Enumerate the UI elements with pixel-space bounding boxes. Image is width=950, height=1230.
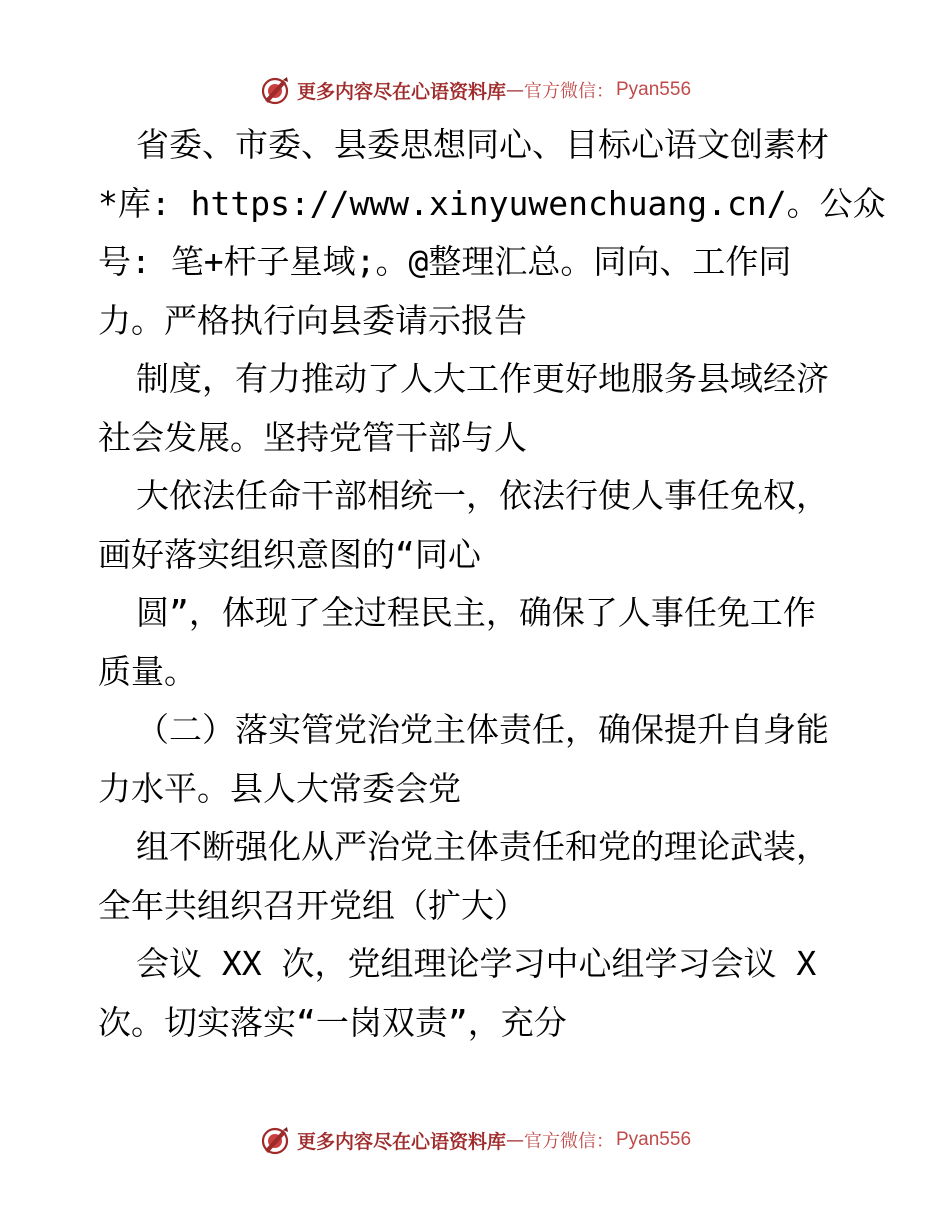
body-line: 会议 XX 次，党组理论学习中心组学习会议 X (136, 944, 817, 983)
document-body (98, 116, 886, 1052)
body-line: 画好落实组织意图的“同心 (98, 534, 481, 574)
header-banner (0, 70, 950, 110)
footer-banner (0, 1120, 950, 1160)
body-line: 制度，有力推动了人大工作更好地服务县域经济 (136, 359, 829, 398)
header-separator: — (506, 79, 524, 101)
body-line: 社会发展。坚持党管干部与人 (98, 417, 527, 457)
footer-separator: — (506, 1129, 524, 1151)
header-wechat-id: Pyan556 (616, 79, 692, 100)
body-line: 大依法任命干部相统一，依法行使人事任免权， (136, 476, 829, 515)
footer-wechat-label: 官方微信： (524, 1131, 614, 1152)
footer-site-name: 更多内容尽在心语资料库 (296, 1130, 506, 1153)
pen-logo-icon (259, 74, 291, 106)
pen-logo-icon (259, 1124, 291, 1156)
body-line: 力水平。县人大常委会党 (98, 768, 461, 808)
body-line: 圆”，体现了全过程民主，确保了人事任免工作 (136, 593, 816, 632)
footer-wechat-id: Pyan556 (616, 1129, 692, 1150)
header-wechat-label: 官方微信： (524, 81, 614, 102)
body-line: 力。严格执行向县委请示报告 (98, 300, 527, 340)
body-line: 质量。 (98, 651, 197, 691)
body-line: 组不断强化从严治党主体责任和党的理论武装， (136, 827, 829, 866)
body-line: 省委、市委、县委思想同心、目标心语文创素材 (136, 125, 829, 164)
body-line: 次。切实落实“一岗双责”，充分 (98, 1002, 567, 1042)
body-line: （二）落实管党治党主体责任，确保提升自身能 (136, 710, 829, 749)
body-line: 全年共组织召开党组（扩大） (98, 885, 527, 925)
header-site-name: 更多内容尽在心语资料库 (296, 80, 506, 103)
body-line: *库: https://www.xinyuwenchuang.cn/。公众 (98, 183, 886, 223)
body-line: 号: 笔+杆子星域;。@整理汇总。同向、工作同 (98, 242, 792, 281)
